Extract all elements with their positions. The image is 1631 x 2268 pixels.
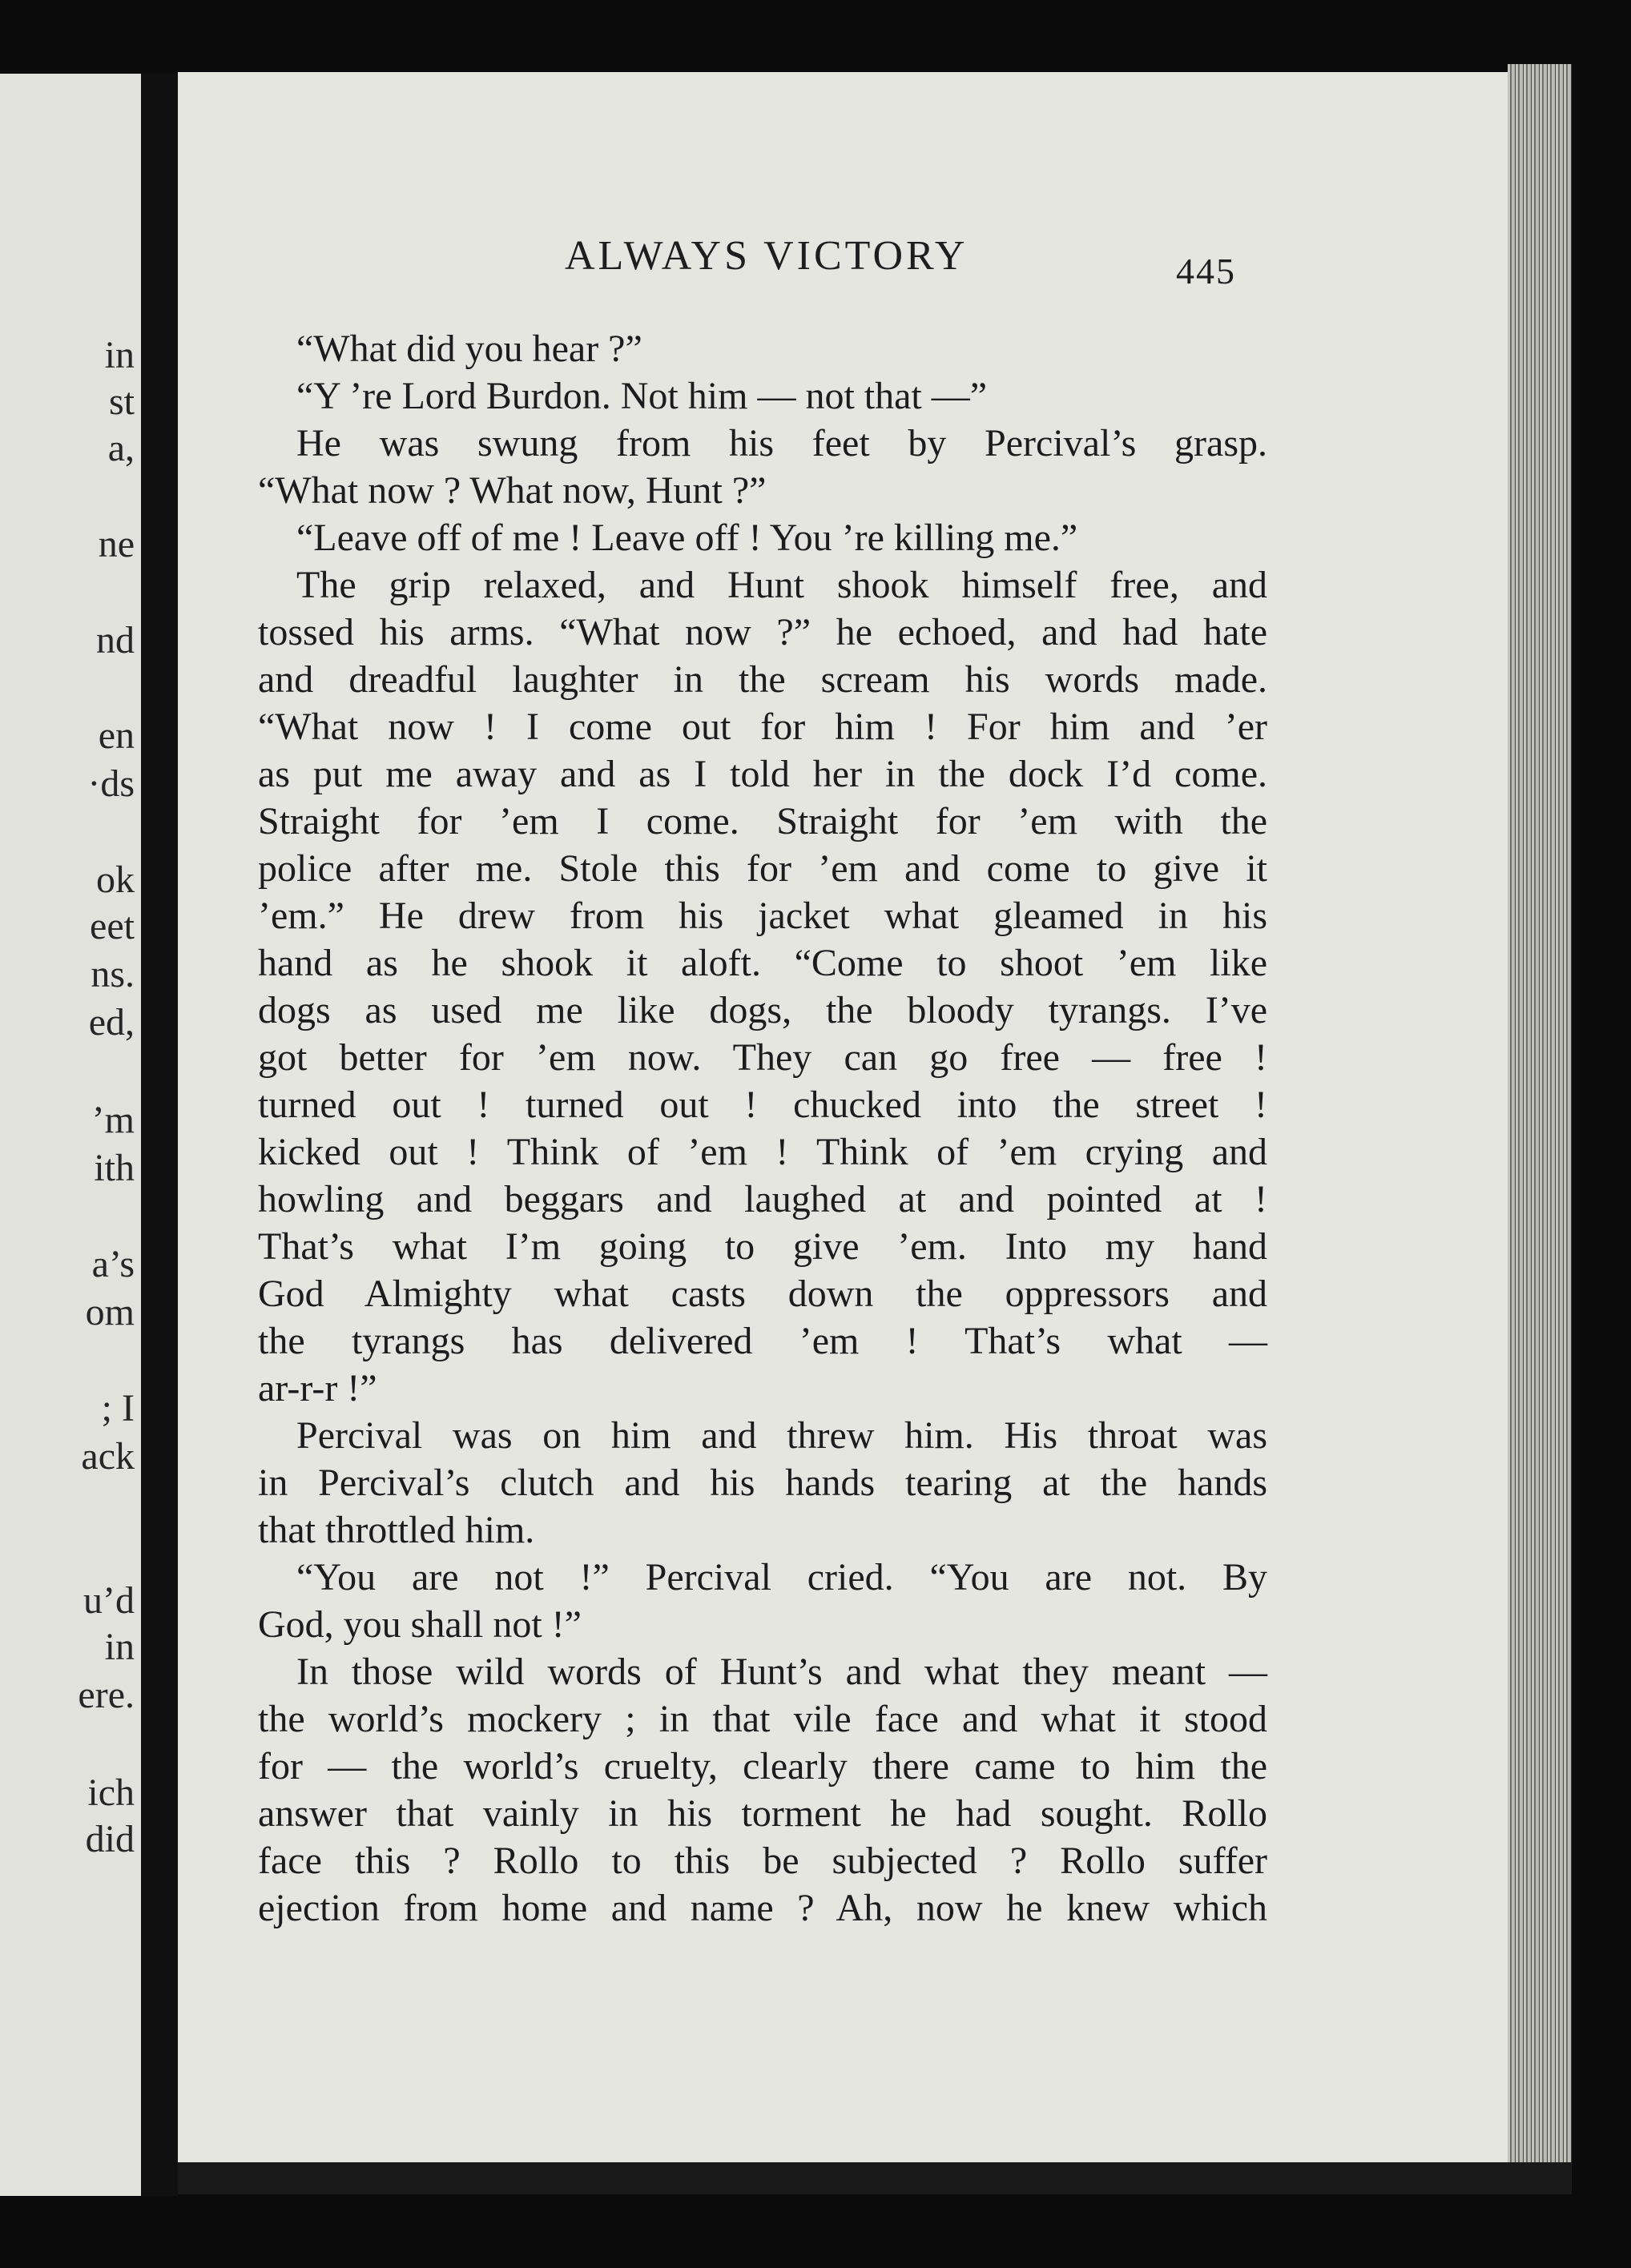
- left-page-fragment: ere.: [78, 1674, 135, 1716]
- text-line: as put me away and as I told her in the dock I’d come.: [258, 753, 1267, 795]
- text-line: God Almighty what casts down the oppressors and: [258, 1273, 1267, 1315]
- left-page-fragment: u’d: [83, 1579, 135, 1622]
- book-spine: [141, 74, 178, 2196]
- left-page-fragment: ; I: [101, 1387, 135, 1430]
- left-page: [0, 74, 141, 2196]
- text-line: “What now ! I come out for him ! For him and ’er: [258, 706, 1267, 748]
- left-page-fragment: ed,: [88, 1001, 135, 1044]
- text-line: face this ? Rollo to this be subjected ? Rollo suffer: [258, 1840, 1267, 1882]
- text-line: The grip relaxed, and Hunt shook himself free, and: [296, 564, 1267, 606]
- text-line: dogs as used me like dogs, the bloody tyrangs. I’ve: [258, 989, 1267, 1031]
- running-head: ALWAYS VICTORY: [565, 233, 969, 279]
- text-line: got better for ’em now. They can go free — free !: [258, 1036, 1267, 1079]
- bottom-shadow: [178, 2162, 1572, 2194]
- text-line: the world’s mockery ; in that vile face and what it stood: [258, 1698, 1267, 1740]
- text-line: “Y ’re Lord Burdon. Not him — not that —”: [296, 375, 988, 417]
- text-line: God, you shall not !”: [258, 1603, 582, 1646]
- text-line: He was swung from his feet by Percival’s grasp.: [296, 422, 1267, 464]
- left-page-fragment: ’m: [91, 1099, 135, 1141]
- text-line: police after me. Stole this for ’em and come to give it: [258, 847, 1267, 890]
- text-line: that throttled him.: [258, 1509, 535, 1551]
- text-line: in Percival’s clutch and his hands tearing at the hands: [258, 1462, 1267, 1504]
- text-line: ar-r-r !”: [258, 1367, 377, 1409]
- text-line: and dreadful laughter in the scream his words made.: [258, 658, 1267, 701]
- text-line: tossed his arms. “What now ?” he echoed, and had hate: [258, 611, 1267, 653]
- text-line: kicked out ! Think of ’em ! Think of ’em crying and: [258, 1131, 1267, 1173]
- left-page-fragment: a,: [107, 427, 135, 469]
- left-page-fragment: in: [104, 1626, 135, 1668]
- left-page-fragment: eet: [90, 905, 135, 947]
- text-line: Percival was on him and threw him. His throat was: [296, 1414, 1267, 1457]
- left-page-fragment: in: [104, 334, 135, 376]
- text-line: howling and beggars and laughed at and pointed at !: [258, 1178, 1267, 1220]
- text-line: answer that vainly in his torment he had sought. Rollo: [258, 1792, 1267, 1835]
- left-page-fragment: ich: [87, 1771, 135, 1814]
- left-page-fragment: om: [85, 1291, 135, 1333]
- left-page-fragment: ns.: [91, 953, 135, 995]
- left-page-fragment: nd: [96, 619, 135, 662]
- left-page-fragment: ith: [94, 1147, 135, 1189]
- left-page-fragment: ne: [98, 523, 135, 565]
- text-line: “Leave off of me ! Leave off ! You ’re killing me.”: [296, 517, 1078, 559]
- text-line: turned out ! turned out ! chucked into the street !: [258, 1084, 1267, 1126]
- left-page-fragment: did: [85, 1818, 135, 1860]
- left-page-fragment: en: [98, 714, 135, 757]
- text-line: ejection from home and name ? Ah, now he knew which: [258, 1887, 1267, 1929]
- text-line: ’em.” He drew from his jacket what gleamed in his: [258, 895, 1267, 937]
- text-line: “What now ? What now, Hunt ?”: [258, 469, 767, 512]
- text-line: the tyrangs has delivered ’em ! That’s what —: [258, 1320, 1267, 1362]
- body-text: [258, 325, 1267, 1932]
- text-line: Straight for ’em I come. Straight for ’em with the: [258, 800, 1267, 842]
- text-line: “You are not !” Percival cried. “You are not. By: [296, 1556, 1267, 1598]
- page-edge: [1508, 64, 1572, 2178]
- text-line: for — the world’s cruelty, clearly there came to him the: [258, 1745, 1267, 1787]
- left-page-fragment: ack: [81, 1435, 135, 1478]
- left-page-fragment: st: [108, 380, 135, 423]
- text-line: That’s what I’m going to give ’em. Into my hand: [258, 1225, 1267, 1268]
- left-page-fragment: ·ds: [87, 762, 135, 805]
- text-line: In those wild words of Hunt’s and what they meant —: [296, 1651, 1267, 1693]
- text-line: “What did you hear ?”: [296, 328, 642, 370]
- left-page-fragment: ok: [96, 859, 135, 901]
- left-page-fragment: a’s: [91, 1243, 135, 1285]
- page-number: 445: [1176, 251, 1236, 292]
- text-line: hand as he shook it aloft. “Come to shoot ’em like: [258, 942, 1267, 984]
